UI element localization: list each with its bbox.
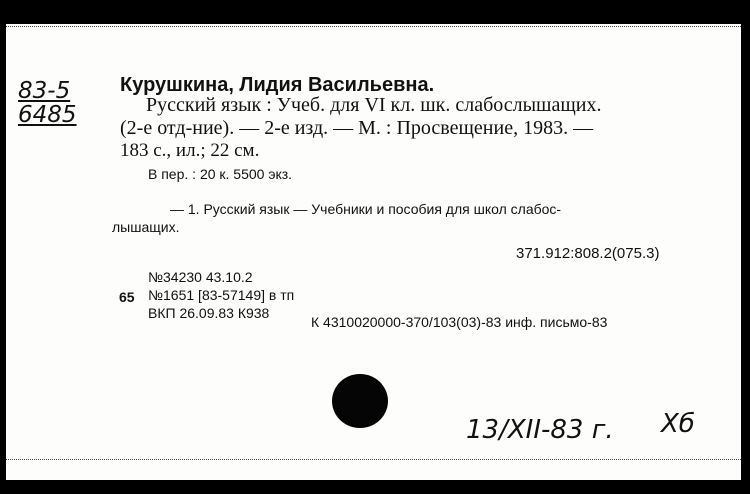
udc-code: 371.912:808.2(075.3) — [516, 245, 660, 262]
handwritten-initials: Хб — [661, 409, 695, 439]
top-border-line — [6, 26, 741, 27]
call-number-line1: 83-5 — [18, 78, 71, 104]
punch-hole — [332, 374, 388, 428]
series-prefix: 65 — [119, 289, 135, 305]
author-heading: Курушкина, Лидия Васильевна. — [120, 74, 435, 96]
index-code: К 4310020000-370/103(03)-83 инф. письмо-83 — [311, 314, 608, 330]
record-number-2: №1651 [83-57149] в тп — [148, 287, 295, 303]
price-line: В пер. : 20 к. 5500 экз. — [148, 166, 293, 182]
bottom-border-line — [6, 459, 741, 460]
title-line-1: Русский язык : Учеб. для VI кл. шк. слабослышащих. — [146, 94, 602, 116]
subject-line-2: лышащих. — [112, 219, 180, 235]
record-number: №34230 43.10.2 — [148, 269, 253, 285]
catalog-card — [6, 24, 741, 480]
title-line-3: 183 с., ил.; 22 см. — [120, 140, 260, 161]
handwritten-date: 13/XII-83 г. — [466, 415, 614, 445]
title-line-2: (2-е отд-ние). — 2-е изд. — М. : Просвещение, 1983. — — [120, 117, 594, 139]
subject-line-1: — 1. Русский язык — Учебники и пособия для школ слабос- — [170, 201, 562, 217]
call-number-line2: 6485 — [18, 102, 77, 128]
vkp-line: ВКП 26.09.83 К938 — [148, 305, 270, 321]
